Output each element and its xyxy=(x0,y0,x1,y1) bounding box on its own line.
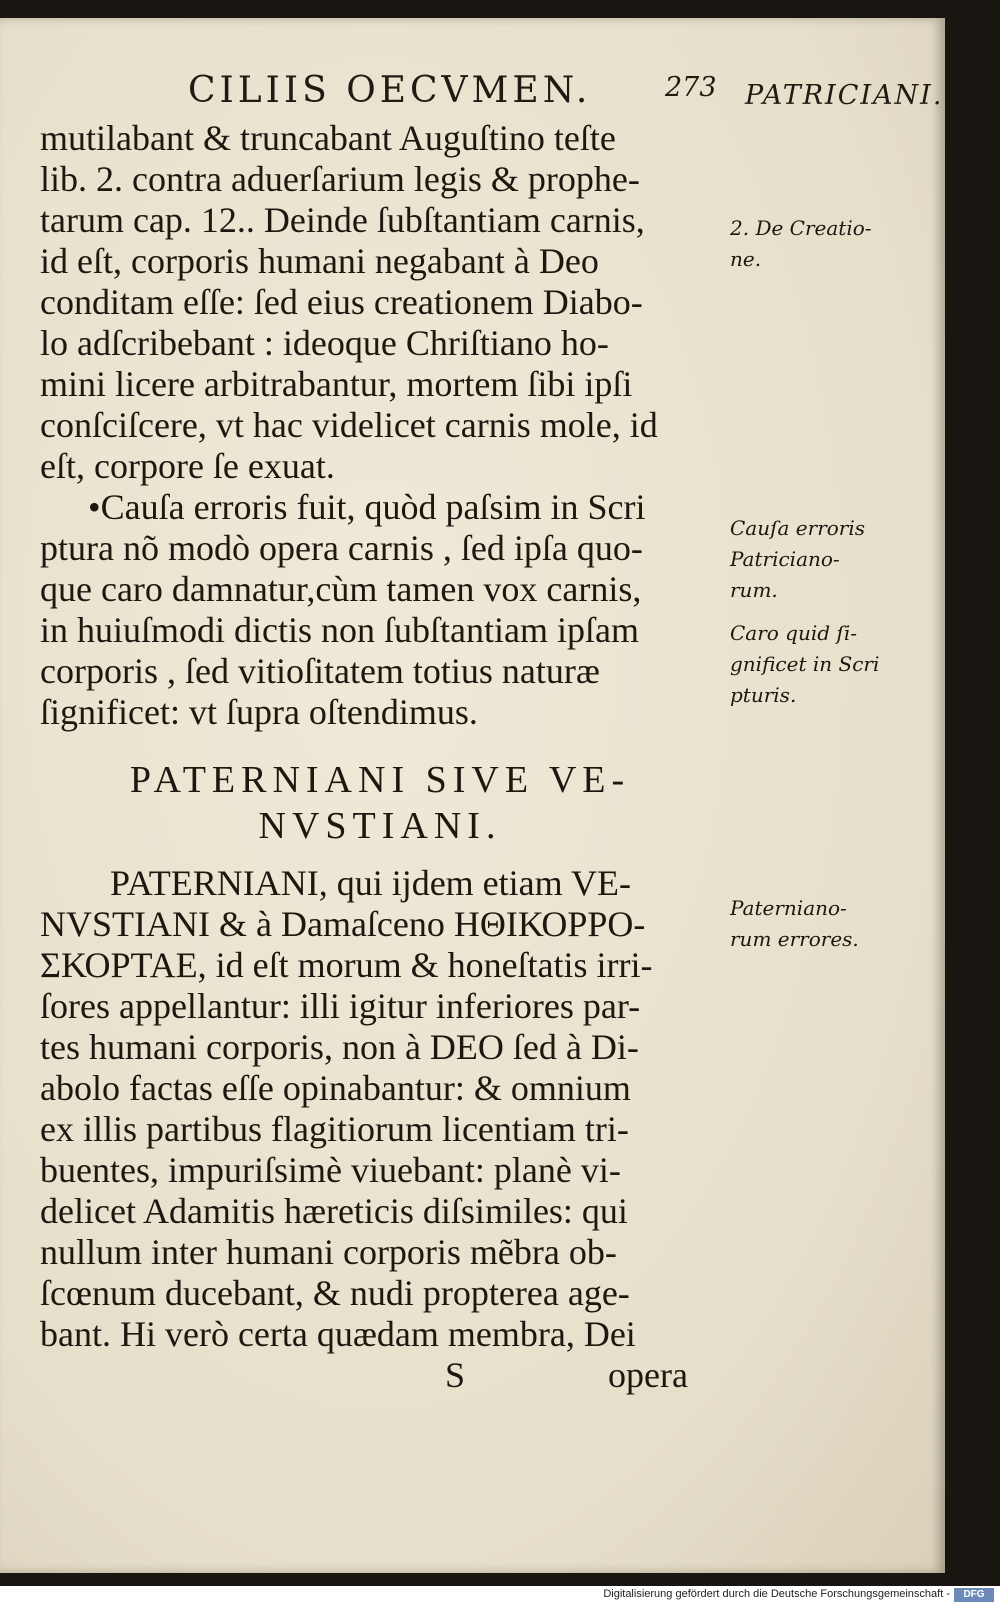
text-line: mutilabant & truncabant Auguſtino teſte xyxy=(40,118,616,158)
text-line: conditam eſſe: ſed eius creationem Diabo- xyxy=(40,282,643,322)
spacer xyxy=(40,849,720,863)
paragraph-continued xyxy=(40,118,720,487)
text-line: que caro damnatur,cùm tamen vox carnis, xyxy=(40,569,642,609)
text-line: ex illis partibus flagitiorum licentiam tri- xyxy=(40,1109,629,1149)
text-line: in huiuſmodi dictis non ſubſtantiam ipſam xyxy=(40,610,639,650)
signature-line xyxy=(40,1355,720,1396)
text-line: ΣΚΟΡΤΑΕ, id eſt morum & honeſtatis irri- xyxy=(40,945,653,985)
text-line: buentes, impuriſsimè viuebant: planè vi- xyxy=(40,1150,621,1190)
spacer xyxy=(40,733,720,757)
text-line: mini licere arbitrabantur, mortem ſibi ipſi xyxy=(40,364,633,404)
signature-mark: S xyxy=(445,1355,466,1395)
text-line: ptura nõ modò opera carnis , ſed ipſa quo- xyxy=(40,528,643,568)
text-line: lib. 2. contra aduerſarium legis & prophe- xyxy=(40,159,640,199)
text-line: delicet Adamitis hæreticis diſsimiles: qui xyxy=(40,1191,628,1231)
margin-note-creation xyxy=(730,213,905,275)
margin-note-line: 2. De Creatio- xyxy=(730,216,872,240)
margin-note-line: pturis. xyxy=(730,683,797,707)
paragraph-causa xyxy=(40,487,720,733)
margin-note-line: gnificet in Scri xyxy=(730,652,880,676)
text-line: corporis , ſed vitioſitatem totius naturæ xyxy=(40,651,600,691)
text-line: •Cauſa erroris fuit, quòd paſsim in Scri xyxy=(88,487,646,527)
text-line: tarum cap. 12.. Deinde ſubſtantiam carnis, xyxy=(40,200,645,240)
margin-note-line: rum. xyxy=(730,578,778,602)
text-line: lo adſcribebant : ideoque Chriſtiano ho- xyxy=(40,323,609,363)
margin-note-line: ne. xyxy=(730,247,762,271)
heading-line: PATERNIANI SIVE VE- xyxy=(129,759,631,801)
text-line: NVSTIANI & à Damaſceno ΗΘΙΚΟΡΡΟ- xyxy=(40,904,646,944)
margin-note-paterniani xyxy=(730,893,905,955)
text-line: abolo factas eſſe opinabantur: & omnium xyxy=(40,1068,631,1108)
text-line: ſores appellantur: illi igitur inferiores par- xyxy=(40,986,641,1026)
margin-note-line: rum errores. xyxy=(730,927,859,951)
text-line: ſignificet: vt ſupra oſtendimus. xyxy=(40,692,478,732)
text-line: bant. Hi verò certa quædam membra, Dei xyxy=(40,1314,636,1354)
main-text-column xyxy=(40,118,720,1396)
margin-note-line: Patriciano- xyxy=(730,547,840,571)
text-line: ſcœnum ducebant, & nudi propterea age- xyxy=(40,1273,630,1313)
margin-note-causa xyxy=(730,513,905,606)
text-line: id eſt, corporis humani negabant à Deo xyxy=(40,241,599,281)
digitization-footer xyxy=(0,1586,1000,1605)
catchword: opera xyxy=(608,1355,688,1395)
running-head xyxy=(0,70,945,120)
book-page xyxy=(0,18,945,1573)
page-number: 273 xyxy=(665,72,717,103)
margin-note-caro xyxy=(730,618,905,711)
text-line: PATERNIANI, qui ijdem etiam VE- xyxy=(110,863,631,903)
margin-note-line: Cauſa erroris xyxy=(730,516,866,540)
paragraph-paterniani xyxy=(40,863,720,1355)
dfg-logo: DFG xyxy=(954,1588,994,1602)
text-line: conſciſcere, vt hac videlicet carnis mole, id xyxy=(40,405,658,445)
text-line: nullum inter humani corporis mẽbra ob- xyxy=(40,1232,617,1272)
margin-note-line: Paterniano- xyxy=(730,896,847,920)
running-head-title: CILIIS OECVMEN. xyxy=(188,70,592,111)
heading-line: NVSTIANI. xyxy=(258,805,502,847)
section-heading xyxy=(40,757,720,849)
margin-note-line: Caro quid ſi- xyxy=(730,621,857,645)
margin-running-title: PATRICIANI. xyxy=(745,80,944,111)
text-line: eſt, corpore ſe exuat. xyxy=(40,446,335,486)
funding-credit: Digitalisierung gefördert durch die Deutsche Forschungsgemeinschaft - xyxy=(603,1588,950,1600)
text-line: tes humani corporis, non à DEO ſed à Di- xyxy=(40,1027,639,1067)
